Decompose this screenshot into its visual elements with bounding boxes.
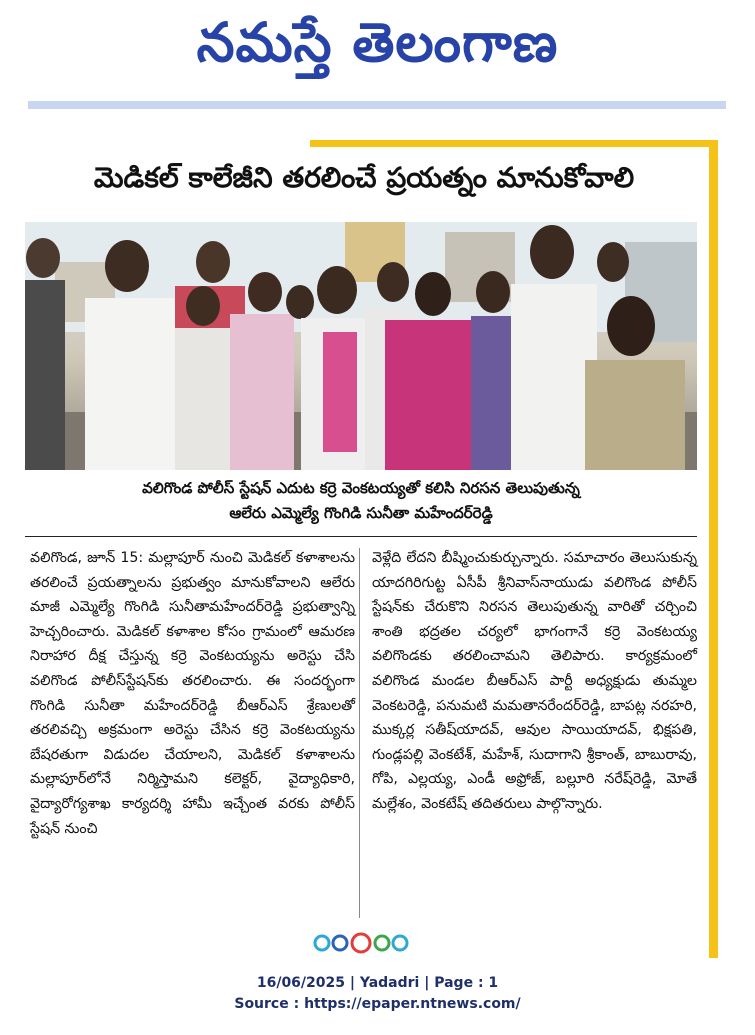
accent-bar-right [709, 140, 718, 958]
masthead [0, 0, 755, 100]
article-headline: మెడికల్ కాలేజీని తరలించే ప్రయత్నం మానుకోవాలి [93, 161, 635, 194]
masthead-rule [28, 101, 726, 109]
photo-caption [25, 476, 697, 526]
masthead-title: నమస్తే తెలంగాణ [196, 11, 559, 74]
caption-rule [25, 536, 697, 537]
group-photo [25, 222, 697, 470]
column-divider [359, 548, 360, 918]
group-photo-illustration [25, 222, 697, 470]
article-column-1: వలిగొండ, జూన్ 15: మల్లాపూర్ నుంచి మెడికల్ కళాశాలను తరలించే ప్రయత్నాలను ప్రభుత్వం మానుకోవాలని ఆలేరు మాజీ ఎమ్మెల్యే గొంగిడి సునీతామహేందర్‌రెడ్డి ప్రభుత్వాన్ని హెచ్చరించారు. మెడికల్ కళాశాల కోసం గ్రామంలో ఆమరణ నిరాహార దీక్ష చేస్తున్న కర్రె వెంకటయ్యను అరెస్టు చేసి వలిగొండ పోలీస్‌స్టేషన్‌కు తరలించారు. ఈ సందర్భంగా గొంగిడి సునీతా మహేందర్‌రెడ్డి బీఆర్‌ఎస్ శ్రేణులతో తరలివచ్చి అక్రమంగా అరెస్టు చేసిన కర్రె వెంకటయ్యను బేషరతుగా విడుదల చేయాలని, మెడికల్ కళాశాలను మల్లాపూర్‌లోనే నిర్మిస్తామని కలెక్టర్, వైద్యాధికారి, వైద్యారోగ్యశాఖ కార్యదర్శి హామీ ఇచ్చేంత వరకు పోలీస్ స్టేషన్ నుంచి [30, 550, 355, 837]
page-footer [0, 973, 755, 1015]
article-column-2: వెళ్లేది లేదని బీష్మించుకుర్చున్నారు. సమాచారం తెలుసుకున్న యాదగిరిగుట్ట ఏసీపీ శ్రీనివాస్‌నాయుడు వలిగొండ పోలీస్ స్టేషన్‌కు చేరుకొని నిరసన తెలుపుతున్న వారితో చర్చించి శాంతి భద్రతల చర్యలో భాగంగానే కర్రె వెంకటయ్య వలిగొండకు తరలించామని తెలిపారు. కార్యక్రమంలో వలిగొండ మండల బీఆర్‌ఎస్ పార్టీ అధ్యక్షుడు తుమ్మల వెంకటరెడ్డి, పనుమటి మమతానరేందర్‌రెడ్డి, బాపట్ల నరహరి, ముక్కర్ల సతీష్‌యాదవ్, ఆవుల సాయియాదవ్, భిక్షపతి, గుండ్లపల్లి వెంకటేశ్, మహేశ్, సుదాగాని శ్రీకాంత్, బాబురావు, గోపి, ఎల్లయ్య, ఎండీ అఫ్రోజ్, బల్లూరి నరేష్‌రెడ్డి, మోతే మల్లేశం, వెంకటేష్ తదితరులు పాల్గొన్నారు. [372, 550, 697, 812]
accent-bar-top [310, 140, 718, 147]
footer-source-line: Source : https://epaper.ntnews.com/ [234, 996, 521, 1012]
footer-date-line: 16/06/2025 | Yadadri | Page : 1 [256, 975, 499, 991]
olympic-rings-icon [313, 932, 409, 954]
caption-line-2: ఆలేరు ఎమ్మెల్యే గొంగిడి సునీతా మహేందర్‌రెడ్డి [229, 504, 493, 522]
caption-line-1: వలిగొండ పోలీస్ స్టేషన్ ఎదుట కర్రె వెంకటయ్యతో కలిసి నిరసన తెలుపుతున్న [142, 479, 580, 497]
